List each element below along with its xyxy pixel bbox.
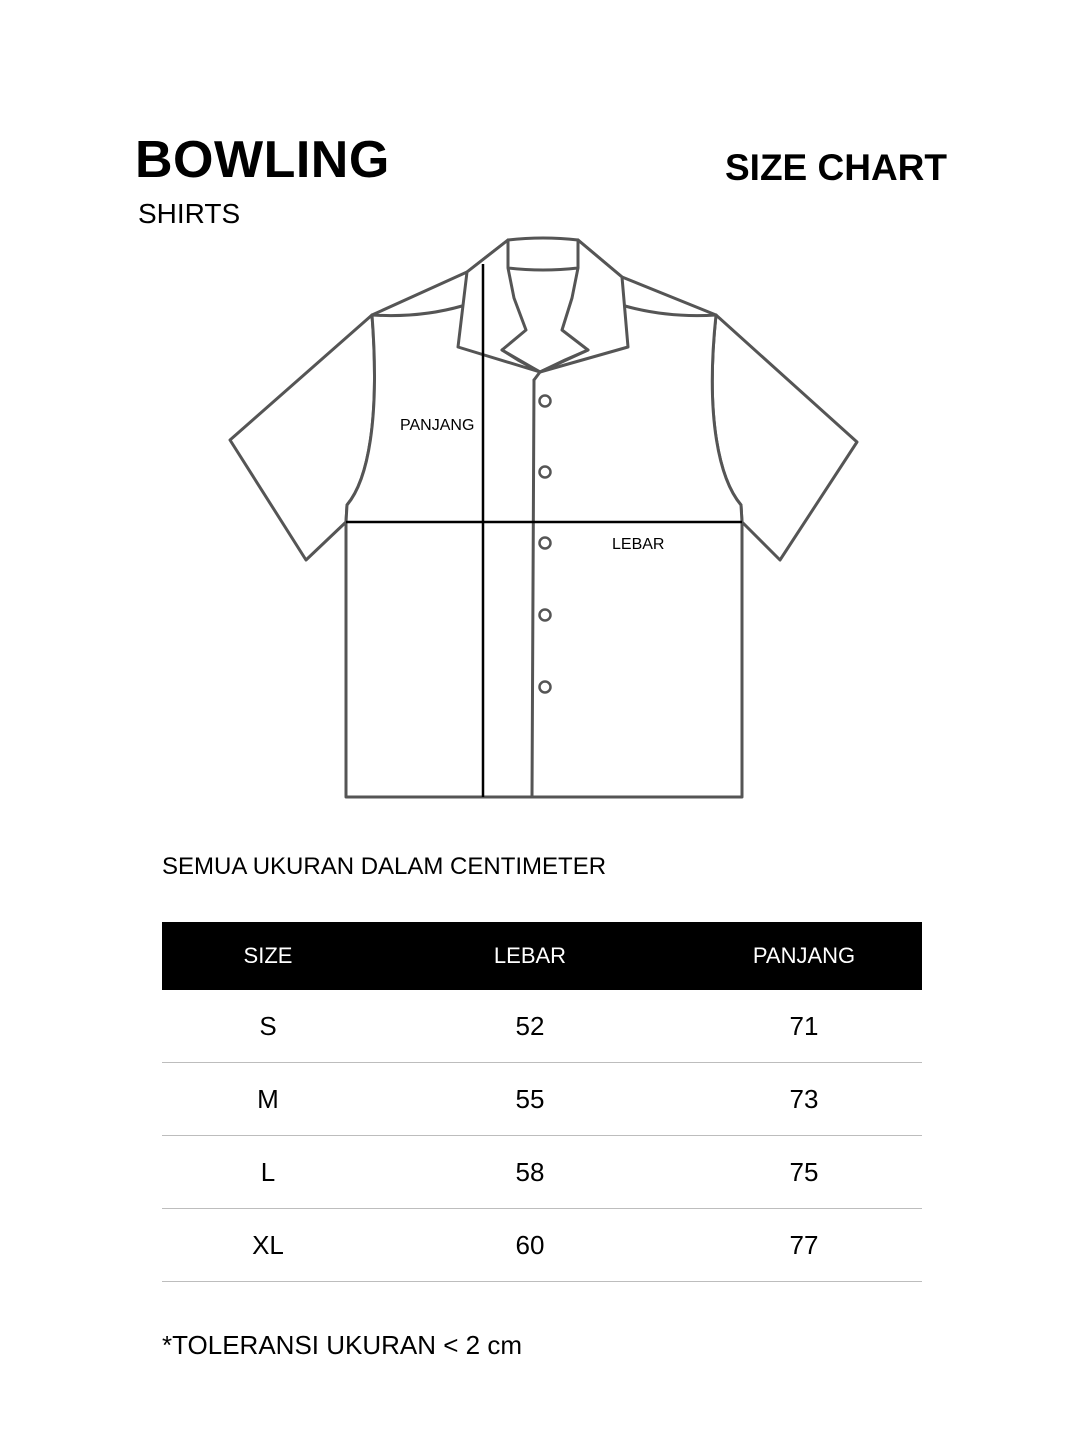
cell-size: S [162, 990, 374, 1063]
page-title: BOWLING [135, 131, 390, 189]
cell-size: XL [162, 1209, 374, 1282]
units-note: SEMUA UKURAN DALAM CENTIMETER [162, 853, 607, 880]
header-lebar: LEBAR [374, 922, 686, 990]
button [540, 467, 551, 478]
cell-lebar: 58 [374, 1136, 686, 1209]
header-size: SIZE [162, 922, 374, 990]
cell-panjang: 71 [686, 990, 922, 1063]
shirt-body [346, 240, 742, 797]
cell-size: L [162, 1136, 374, 1209]
button [540, 610, 551, 621]
table-row [162, 1209, 922, 1282]
cell-size: M [162, 1063, 374, 1136]
placket-line [532, 380, 534, 797]
table-row [162, 1063, 922, 1136]
table-row [162, 990, 922, 1063]
button [540, 396, 551, 407]
button [540, 538, 551, 549]
size-chart-heading: SIZE CHART [725, 147, 947, 188]
collar-band [508, 238, 578, 270]
page-subtitle: SHIRTS [138, 198, 241, 229]
cell-panjang: 73 [686, 1063, 922, 1136]
cell-panjang: 77 [686, 1209, 922, 1282]
button [540, 682, 551, 693]
cell-panjang: 75 [686, 1136, 922, 1209]
table-header-row [162, 922, 922, 990]
size-table [162, 922, 922, 1282]
cell-lebar: 55 [374, 1063, 686, 1136]
width-label: LEBAR [612, 536, 665, 553]
cell-lebar: 52 [374, 990, 686, 1063]
length-label: PANJANG [400, 417, 475, 434]
table-row [162, 1136, 922, 1209]
cell-lebar: 60 [374, 1209, 686, 1282]
tolerance-note: *TOLERANSI UKURAN < 2 cm [162, 1330, 523, 1360]
header-panjang: PANJANG [686, 922, 922, 990]
